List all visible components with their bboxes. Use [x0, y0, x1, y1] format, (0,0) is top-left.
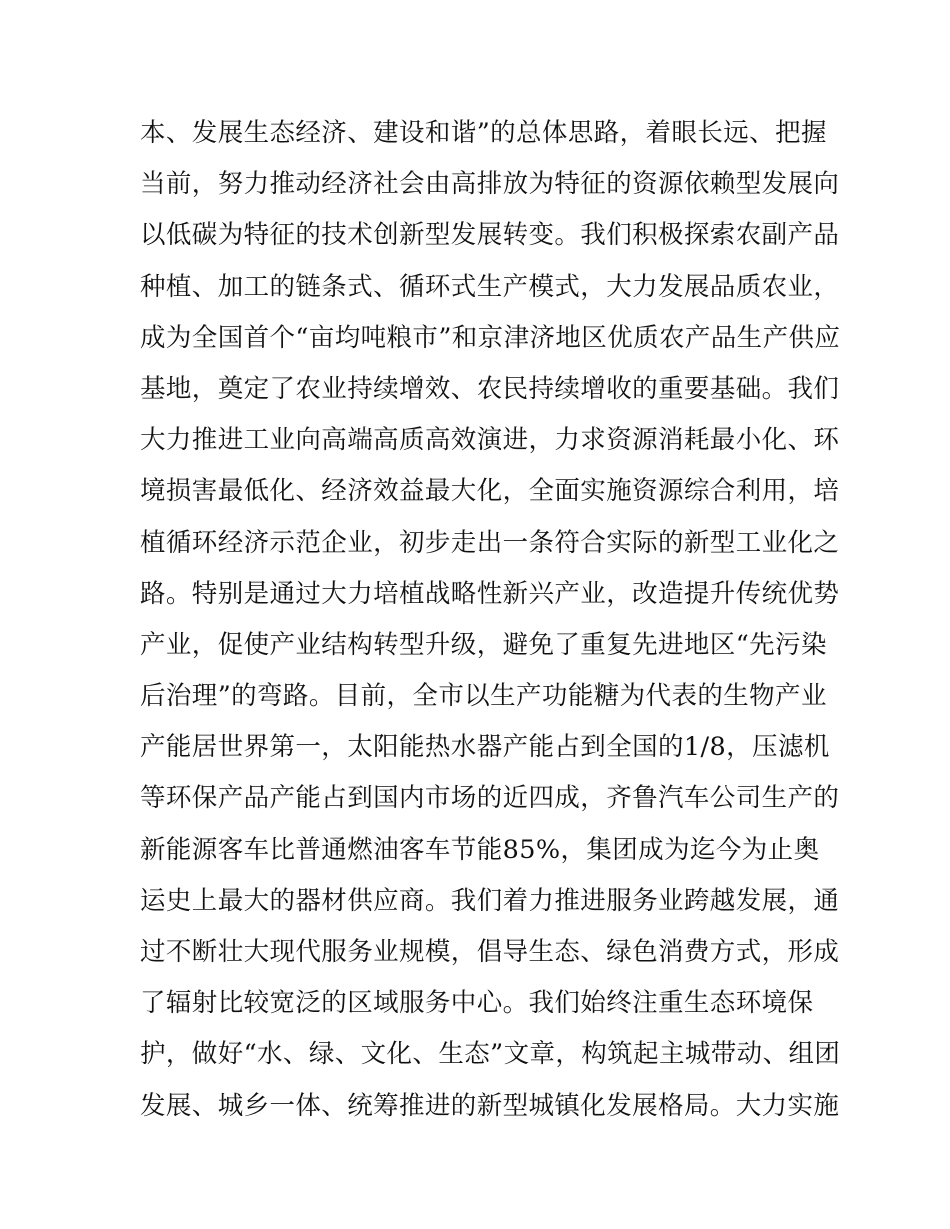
text-line: 基地，奠定了农业持续增效、农民持续增收的重要基础。我们	[140, 373, 840, 404]
text-line: 成为全国首个“亩均吨粮市”和京津济地区优质农产品生产供应	[140, 322, 841, 353]
text-line: 产业，促使产业结构转型升级，避免了重复先进地区“先污染	[140, 629, 827, 660]
text-line: 等环保产品产能占到国内市场的近四成，齐鲁汽车公司生产的	[140, 783, 840, 814]
text-line: 境损害最低化、经济效益最大化，全面实施资源综合利用，培	[140, 476, 840, 507]
text-line: 植循环经济示范企业，初步走出一条符合实际的新型工业化之	[140, 527, 840, 558]
text-line: 以低碳为特征的技术创新型发展转变。我们积极探索农副产品	[140, 220, 840, 251]
text-line: 过不断壮大现代服务业规模，倡导生态、绿色消费方式，形成	[140, 937, 840, 967]
text-line: 新能源客车比普通燃油客车节能85%，集团成为迄今为止奥	[140, 834, 820, 865]
body-paragraph	[140, 108, 841, 1132]
text-line: 运史上最大的器材供应商。我们着力推进服务业跨越发展，通	[140, 885, 840, 916]
text-line: 本、发展生态经济、建设和谐”的总体思路，着眼长远、把握	[140, 118, 827, 148]
text-line: 当前，努力推动经济社会由高排放为特征的资源依赖型发展向	[140, 169, 840, 200]
text-line: 大力推进工业向高端高质高效演进，力求资源消耗最小化、环	[140, 425, 840, 456]
text-line: 护，做好“水、绿、文化、生态”文章，构筑起主城带动、组团	[140, 1039, 841, 1070]
text-line: 路。特别是通过大力培植战略性新兴产业，改造提升传统优势	[140, 578, 840, 609]
text-line: 发展、城乡一体、统筹推进的新型城镇化发展格局。大力实施	[140, 1090, 840, 1121]
text-line: 产能居世界第一，太阳能热水器产能占到全国的1/8，压滤机	[140, 732, 830, 763]
text-line: 种植、加工的链条式、循环式生产模式，大力发展品质农业，	[140, 271, 840, 302]
text-line: 后治理”的弯路。目前，全市以生产功能糖为代表的生物产业	[140, 681, 827, 712]
text-line: 了辐射比较宽泛的区域服务中心。我们始终注重生态环境保	[140, 988, 814, 1019]
